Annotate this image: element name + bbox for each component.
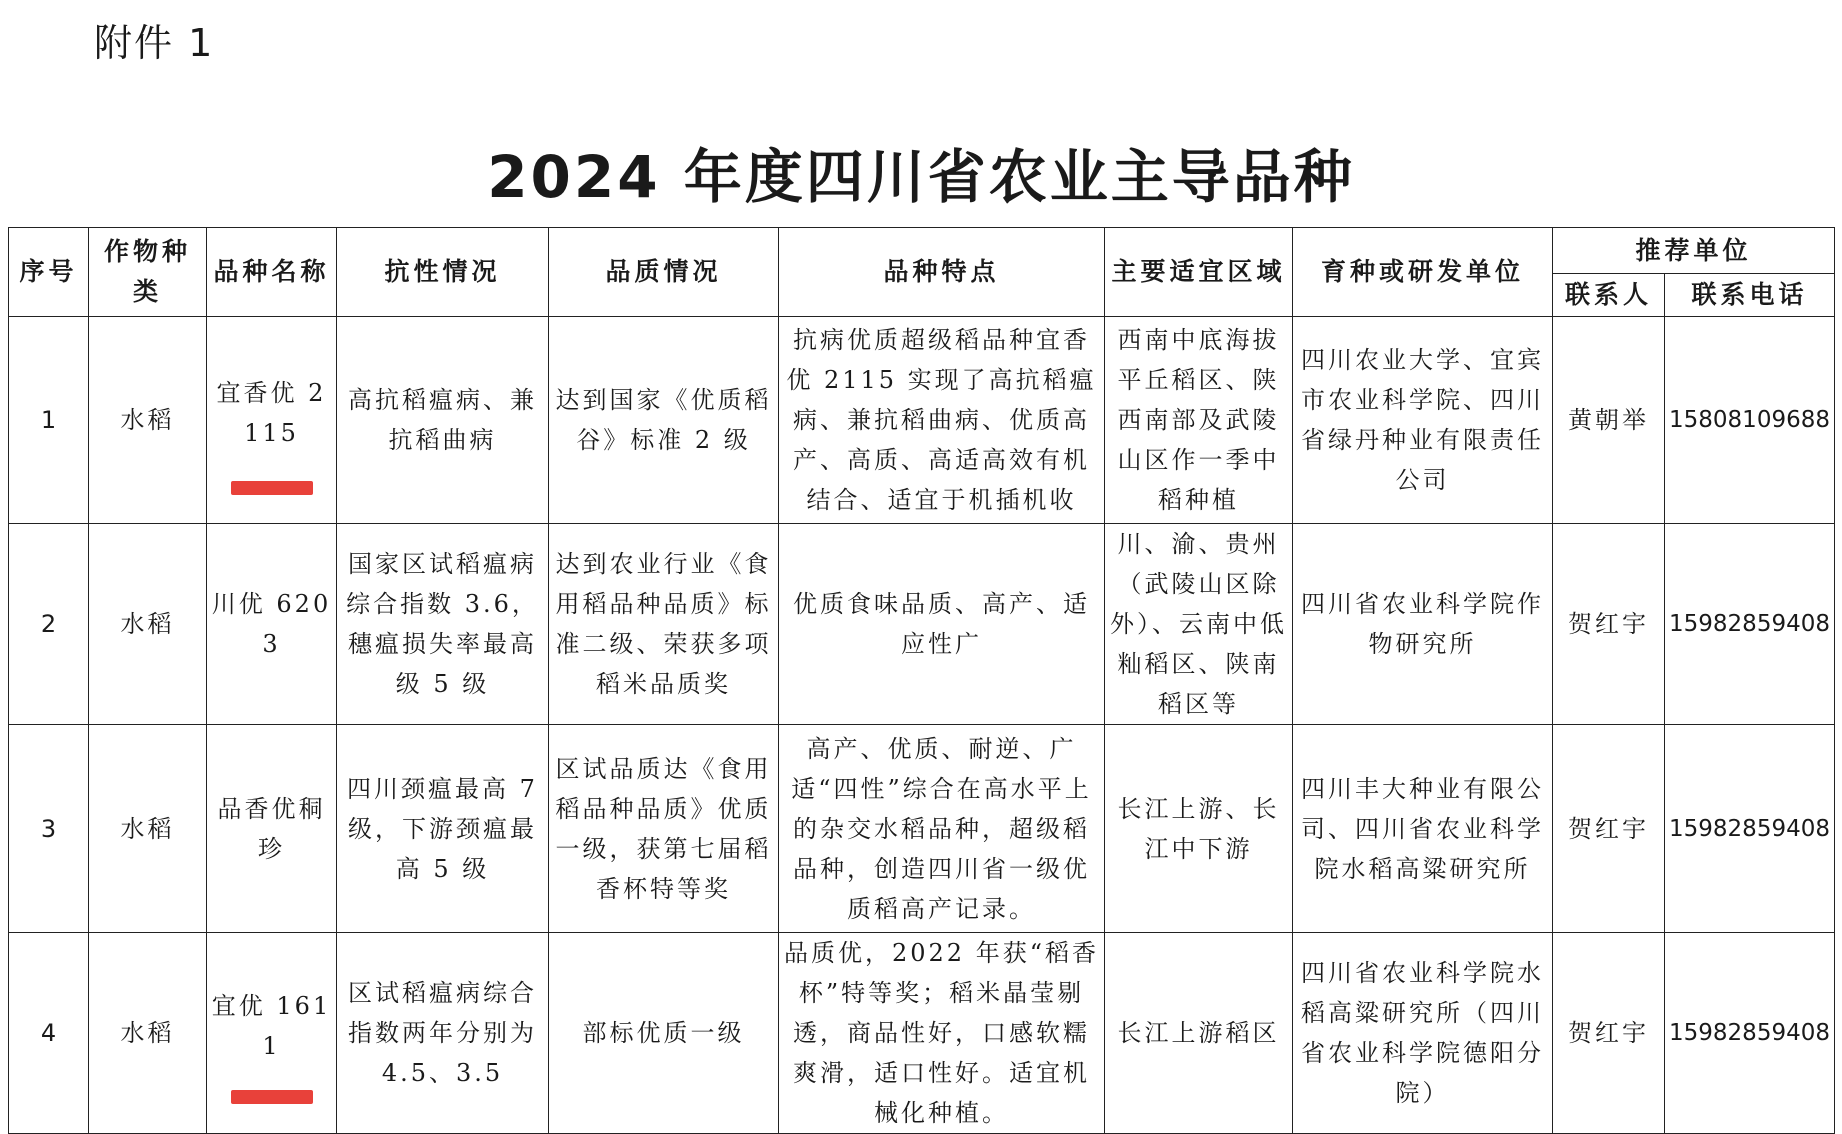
cell-resistance: 区试稻瘟病综合指数两年分别为 4.5、3.5 — [337, 933, 549, 1134]
cell-quality: 区试品质达《食用稻品种品质》优质一级，获第七届稻香杯特等奖 — [549, 725, 779, 933]
cell-crop: 水稻 — [89, 725, 207, 933]
cell-phone: 15982859408 — [1665, 933, 1835, 1134]
header-quality: 品质情况 — [549, 228, 779, 317]
table-row — [9, 933, 1835, 1134]
header-resistance: 抗性情况 — [337, 228, 549, 317]
cell-contact: 贺红宇 — [1553, 725, 1665, 933]
highlight-underline-mark — [231, 481, 313, 495]
cell-features: 抗病优质超级稻品种宜香优 2115 实现了高抗稻瘟病、兼抗稻曲病、优质高产、高质、高适高效有机结合、适宜于机插机收 — [779, 317, 1105, 524]
cell-phone: 15982859408 — [1665, 524, 1835, 725]
cell-crop: 水稻 — [89, 933, 207, 1134]
cell-variety — [207, 317, 337, 524]
cell-features: 品质优，2022 年获“稻香杯”特等奖；稻米晶莹剔透，商品性好，口感软糯爽滑，适口性好。适宜机械化种植。 — [779, 933, 1105, 1134]
highlight-underline-mark — [231, 1090, 313, 1104]
cell-crop: 水稻 — [89, 317, 207, 524]
cell-contact: 贺红宇 — [1553, 524, 1665, 725]
variety-name: 宜香优 2115 — [216, 379, 327, 447]
table-row — [9, 524, 1835, 725]
cell-quality: 部标优质一级 — [549, 933, 779, 1134]
table-row — [9, 317, 1835, 524]
cell-seq: 1 — [9, 317, 89, 524]
cell-quality: 达到国家《优质稻谷》标准 2 级 — [549, 317, 779, 524]
page-title: 2024 年度四川省农业主导品种 — [487, 143, 1355, 211]
header-row — [9, 228, 1835, 274]
cell-contact: 黄朝举 — [1553, 317, 1665, 524]
header-crop: 作物种类 — [89, 228, 207, 317]
header-seq: 序号 — [9, 228, 89, 317]
header-recommend-group: 推荐单位 — [1553, 228, 1835, 274]
cell-phone: 15808109688 — [1665, 317, 1835, 524]
cell-breeder: 四川农业大学、宜宾市农业科学院、四川省绿丹种业有限责任公司 — [1293, 317, 1553, 524]
cell-breeder: 四川丰大种业有限公司、四川省农业科学院水稻高粱研究所 — [1293, 725, 1553, 933]
cell-seq: 4 — [9, 933, 89, 1134]
cell-region: 西南中底海拔平丘稻区、陕西南部及武陵山区作一季中稻种植 — [1105, 317, 1293, 524]
header-variety: 品种名称 — [207, 228, 337, 317]
cell-region: 长江上游稻区 — [1105, 933, 1293, 1134]
header-region: 主要适宜区域 — [1105, 228, 1293, 317]
cell-seq: 2 — [9, 524, 89, 725]
cell-resistance: 高抗稻瘟病、兼抗稻曲病 — [337, 317, 549, 524]
cell-region: 长江上游、长江中下游 — [1105, 725, 1293, 933]
header-contact: 联系人 — [1553, 274, 1665, 317]
cell-region: 川、渝、贵州（武陵山区除外）、云南中低籼稻区、陕南稻区等 — [1105, 524, 1293, 725]
variety-name: 宜优 1611 — [211, 992, 332, 1060]
cell-breeder: 四川省农业科学院作物研究所 — [1293, 524, 1553, 725]
varieties-table — [8, 227, 1835, 1134]
cell-seq: 3 — [9, 725, 89, 933]
table-row — [9, 725, 1835, 933]
cell-features: 高产、优质、耐逆、广适“四性”综合在高水平上的杂交水稻品种，超级稻品种，创造四川省一级优质稻高产记录。 — [779, 725, 1105, 933]
attachment-label: 附件 1 — [94, 21, 215, 65]
cell-variety: 川优 6203 — [207, 524, 337, 725]
cell-variety: 品香优秱珍 — [207, 725, 337, 933]
cell-features: 优质食味品质、高产、适应性广 — [779, 524, 1105, 725]
cell-phone: 15982859408 — [1665, 725, 1835, 933]
header-phone: 联系电话 — [1665, 274, 1835, 317]
cell-quality: 达到农业行业《食用稻品种品质》标准二级、荣获多项稻米品质奖 — [549, 524, 779, 725]
header-breeder: 育种或研发单位 — [1293, 228, 1553, 317]
cell-resistance: 四川颈瘟最高 7 级，下游颈瘟最高 5 级 — [337, 725, 549, 933]
cell-breeder: 四川省农业科学院水稻高粱研究所（四川省农业科学院德阳分院） — [1293, 933, 1553, 1134]
cell-resistance: 国家区试稻瘟病综合指数 3.6，穗瘟损失率最高级 5 级 — [337, 524, 549, 725]
cell-crop: 水稻 — [89, 524, 207, 725]
cell-variety — [207, 933, 337, 1134]
cell-contact: 贺红宇 — [1553, 933, 1665, 1134]
header-features: 品种特点 — [779, 228, 1105, 317]
